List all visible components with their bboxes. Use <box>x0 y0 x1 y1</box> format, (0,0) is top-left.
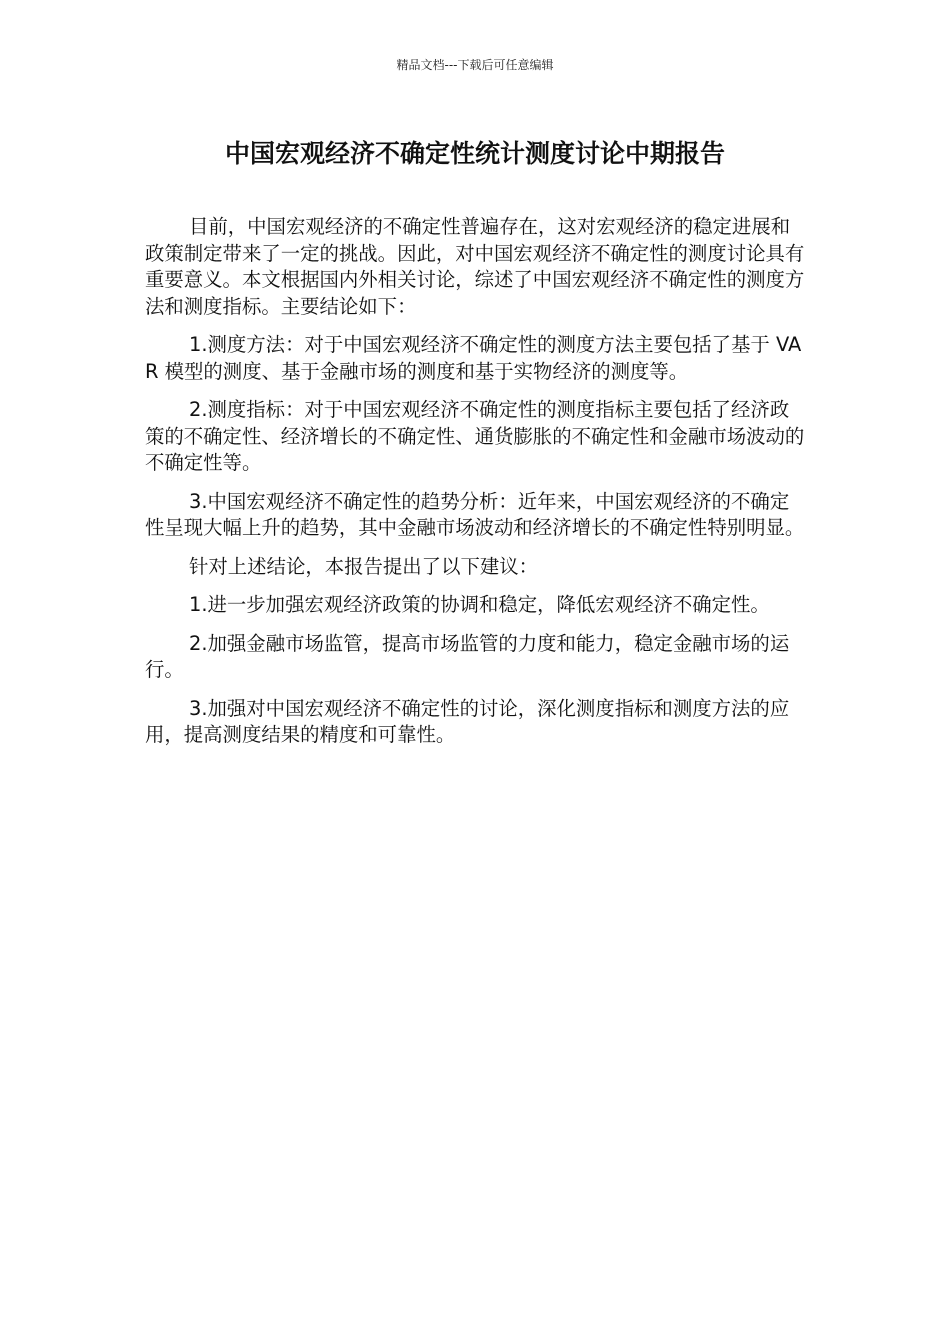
document-body <box>145 214 805 761</box>
page-header: 精品文档---下载后可任意编辑 <box>396 58 554 72</box>
document-title: 中国宏观经济不确定性统计测度讨论中期报告 <box>224 139 725 168</box>
suggestion-1-paragraph: 1.进一步加强宏观经济政策的协调和稳定，降低宏观经济不确定性。 <box>189 593 770 616</box>
conclusion-3-paragraph: 3.中国宏观经济不确定性的趋势分析：近年来，中国宏观经济的不确定性呈现大幅上升的趋势，其中金融市场波动和经济增长的不确定性特别明显。 <box>145 489 805 539</box>
suggestion-2-paragraph: 2.加强金融市场监管，提高市场监管的力度和能力，稳定金融市场的运行。 <box>145 631 790 681</box>
suggestions-intro-paragraph: 针对上述结论，本报告提出了以下建议： <box>189 554 539 578</box>
intro-paragraph: 目前，中国宏观经济的不确定性普遍存在，这对宏观经济的稳定进展和政策制定带来了一定的挑战。因此，对中国宏观经济不确定性的测度讨论具有重要意义。本文根据国内外相关讨论，综述了中国宏观经济不确定性的测度方法和测度指标。主要结论如下： <box>145 215 805 318</box>
conclusion-1-paragraph: 1.测度方法：对于中国宏观经济不确定性的测度方法主要包括了基于 VAR 模型的测度、基于金融市场的测度和基于实物经济的测度等。 <box>145 333 802 383</box>
conclusion-2-paragraph: 2.测度指标：对于中国宏观经济不确定性的测度指标主要包括了经济政策的不确定性、经济增长的不确定性、通货膨胀的不确定性和金融市场波动的不确定性等。 <box>145 398 805 474</box>
suggestion-3-paragraph: 3.加强对中国宏观经济不确定性的讨论，深化测度指标和测度方法的应用，提高测度结果的精度和可靠性。 <box>145 696 790 746</box>
